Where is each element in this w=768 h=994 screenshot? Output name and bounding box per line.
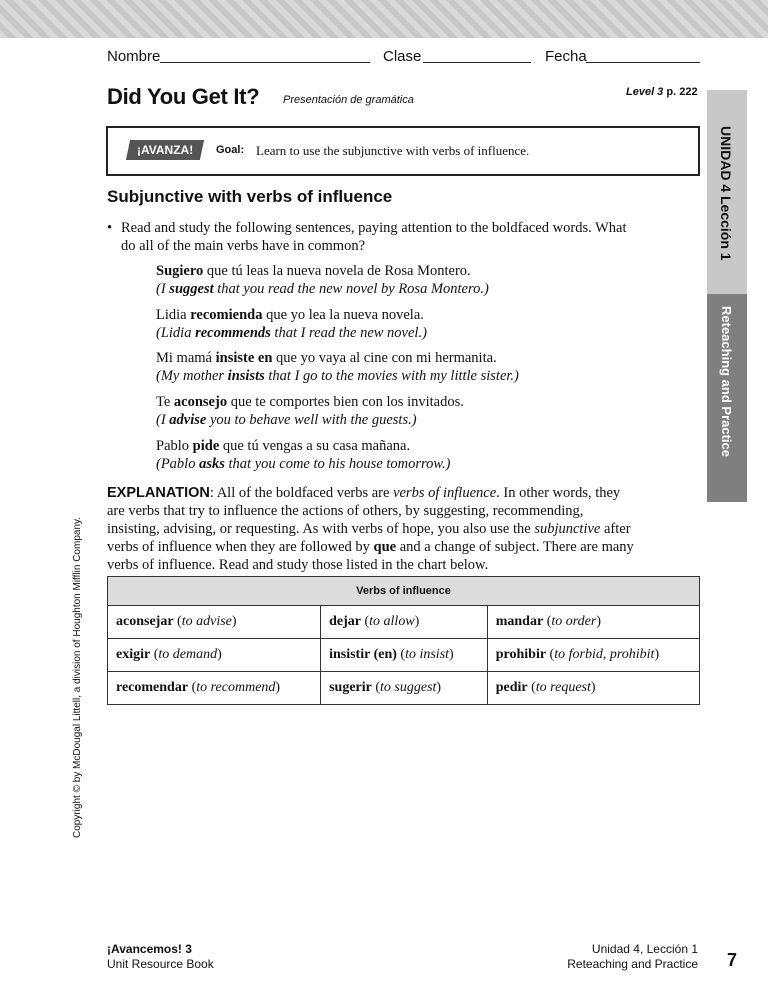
table-cell: mandar (to order) xyxy=(487,606,699,639)
example-5: Pablo pide que tú vengas a su casa mañana. (Pablo asks that you come to his house tomorrow.) xyxy=(156,438,451,472)
fecha-line xyxy=(586,62,700,63)
page-subtitle: Presentación de gramática xyxy=(283,94,414,106)
goal-label: Goal: xyxy=(216,144,245,156)
nombre-line xyxy=(160,62,370,63)
sidebar-section-tab xyxy=(707,294,747,502)
footer-right: Unidad 4, Lección 1 Reteaching and Practice xyxy=(567,942,698,971)
example-2: Lidia recomienda que yo lea la nueva novela. (Lidia recommends that I read the new novel.) xyxy=(156,307,427,341)
goal-box xyxy=(106,126,700,176)
table-row xyxy=(108,672,700,705)
section-heading: Subjunctive with verbs of influence xyxy=(107,187,393,206)
decorative-header-band xyxy=(0,0,768,38)
example-1: Sugiero que tú leas la nueva novela de Rosa Montero. (I suggest that you read the new novel by Rosa Montero.) xyxy=(156,263,489,297)
page-title: Did You Get It? xyxy=(107,84,260,109)
page-number: 7 xyxy=(727,950,738,970)
table-cell: recomendar (to recommend) xyxy=(108,672,321,705)
level-reference: Level 3 p. 222 xyxy=(626,86,698,98)
clase-line xyxy=(423,62,531,63)
nombre-label: Nombre xyxy=(107,48,161,65)
table-cell: pedir (to request) xyxy=(487,672,699,705)
table-header: Verbs of influence xyxy=(108,577,700,606)
table-cell: sugerir (to suggest) xyxy=(321,672,488,705)
table-cell: insistir (en) (to insist) xyxy=(321,639,488,672)
instruction-bullet: • Read and study the following sentences, paying attention to the boldfaced words. What do all of the main verbs have in common? xyxy=(107,220,627,254)
clase-label: Clase xyxy=(383,48,422,65)
table-cell: aconsejar (to advise) xyxy=(108,606,321,639)
explanation-paragraph: EXPLANATION: All of the boldfaced verbs are verbs of influence. In other words, they are verbs that try to influence the actions of others, by suggesting, recommending, insisting, advising, or requesting. As with verbs of hope, you also use the subjunctive after verbs of influence when they are followed by que and a change of subject. There are many verbs of influence. Read and study those listed in the chart below. xyxy=(107,485,634,573)
bullet-icon: • xyxy=(107,220,113,236)
table-row xyxy=(108,639,700,672)
sidebar-section-label: Reteaching and Practice xyxy=(719,306,734,457)
table-cell: exigir (to demand) xyxy=(108,639,321,672)
table-row xyxy=(108,606,700,639)
footer-left: ¡Avancemos! 3 Unit Resource Book xyxy=(107,942,214,971)
goal-text: Learn to use the subjunctive with verbs of influence. xyxy=(256,143,530,158)
sidebar-unit-label: UNIDAD 4 Lección 1 xyxy=(718,126,734,261)
verbs-table xyxy=(107,576,700,705)
example-3: Mi mamá insiste en que yo vaya al cine con mi hermanita. (My mother insists that I go to the movies with my little sister.) xyxy=(156,350,519,384)
table-cell: dejar (to allow) xyxy=(321,606,488,639)
avanza-badge: ¡AVANZA! xyxy=(126,140,204,160)
copyright-notice: Copyright © by McDougal Littell, a division of Houghton Mifflin Company. xyxy=(72,516,83,838)
fecha-label: Fecha xyxy=(545,48,587,65)
sidebar-unit-tab xyxy=(707,90,747,294)
example-4: Te aconsejo que te comportes bien con los invitados. (I advise you to behave well with the guests.) xyxy=(156,394,464,428)
table-cell: prohibir (to forbid, prohibit) xyxy=(487,639,699,672)
